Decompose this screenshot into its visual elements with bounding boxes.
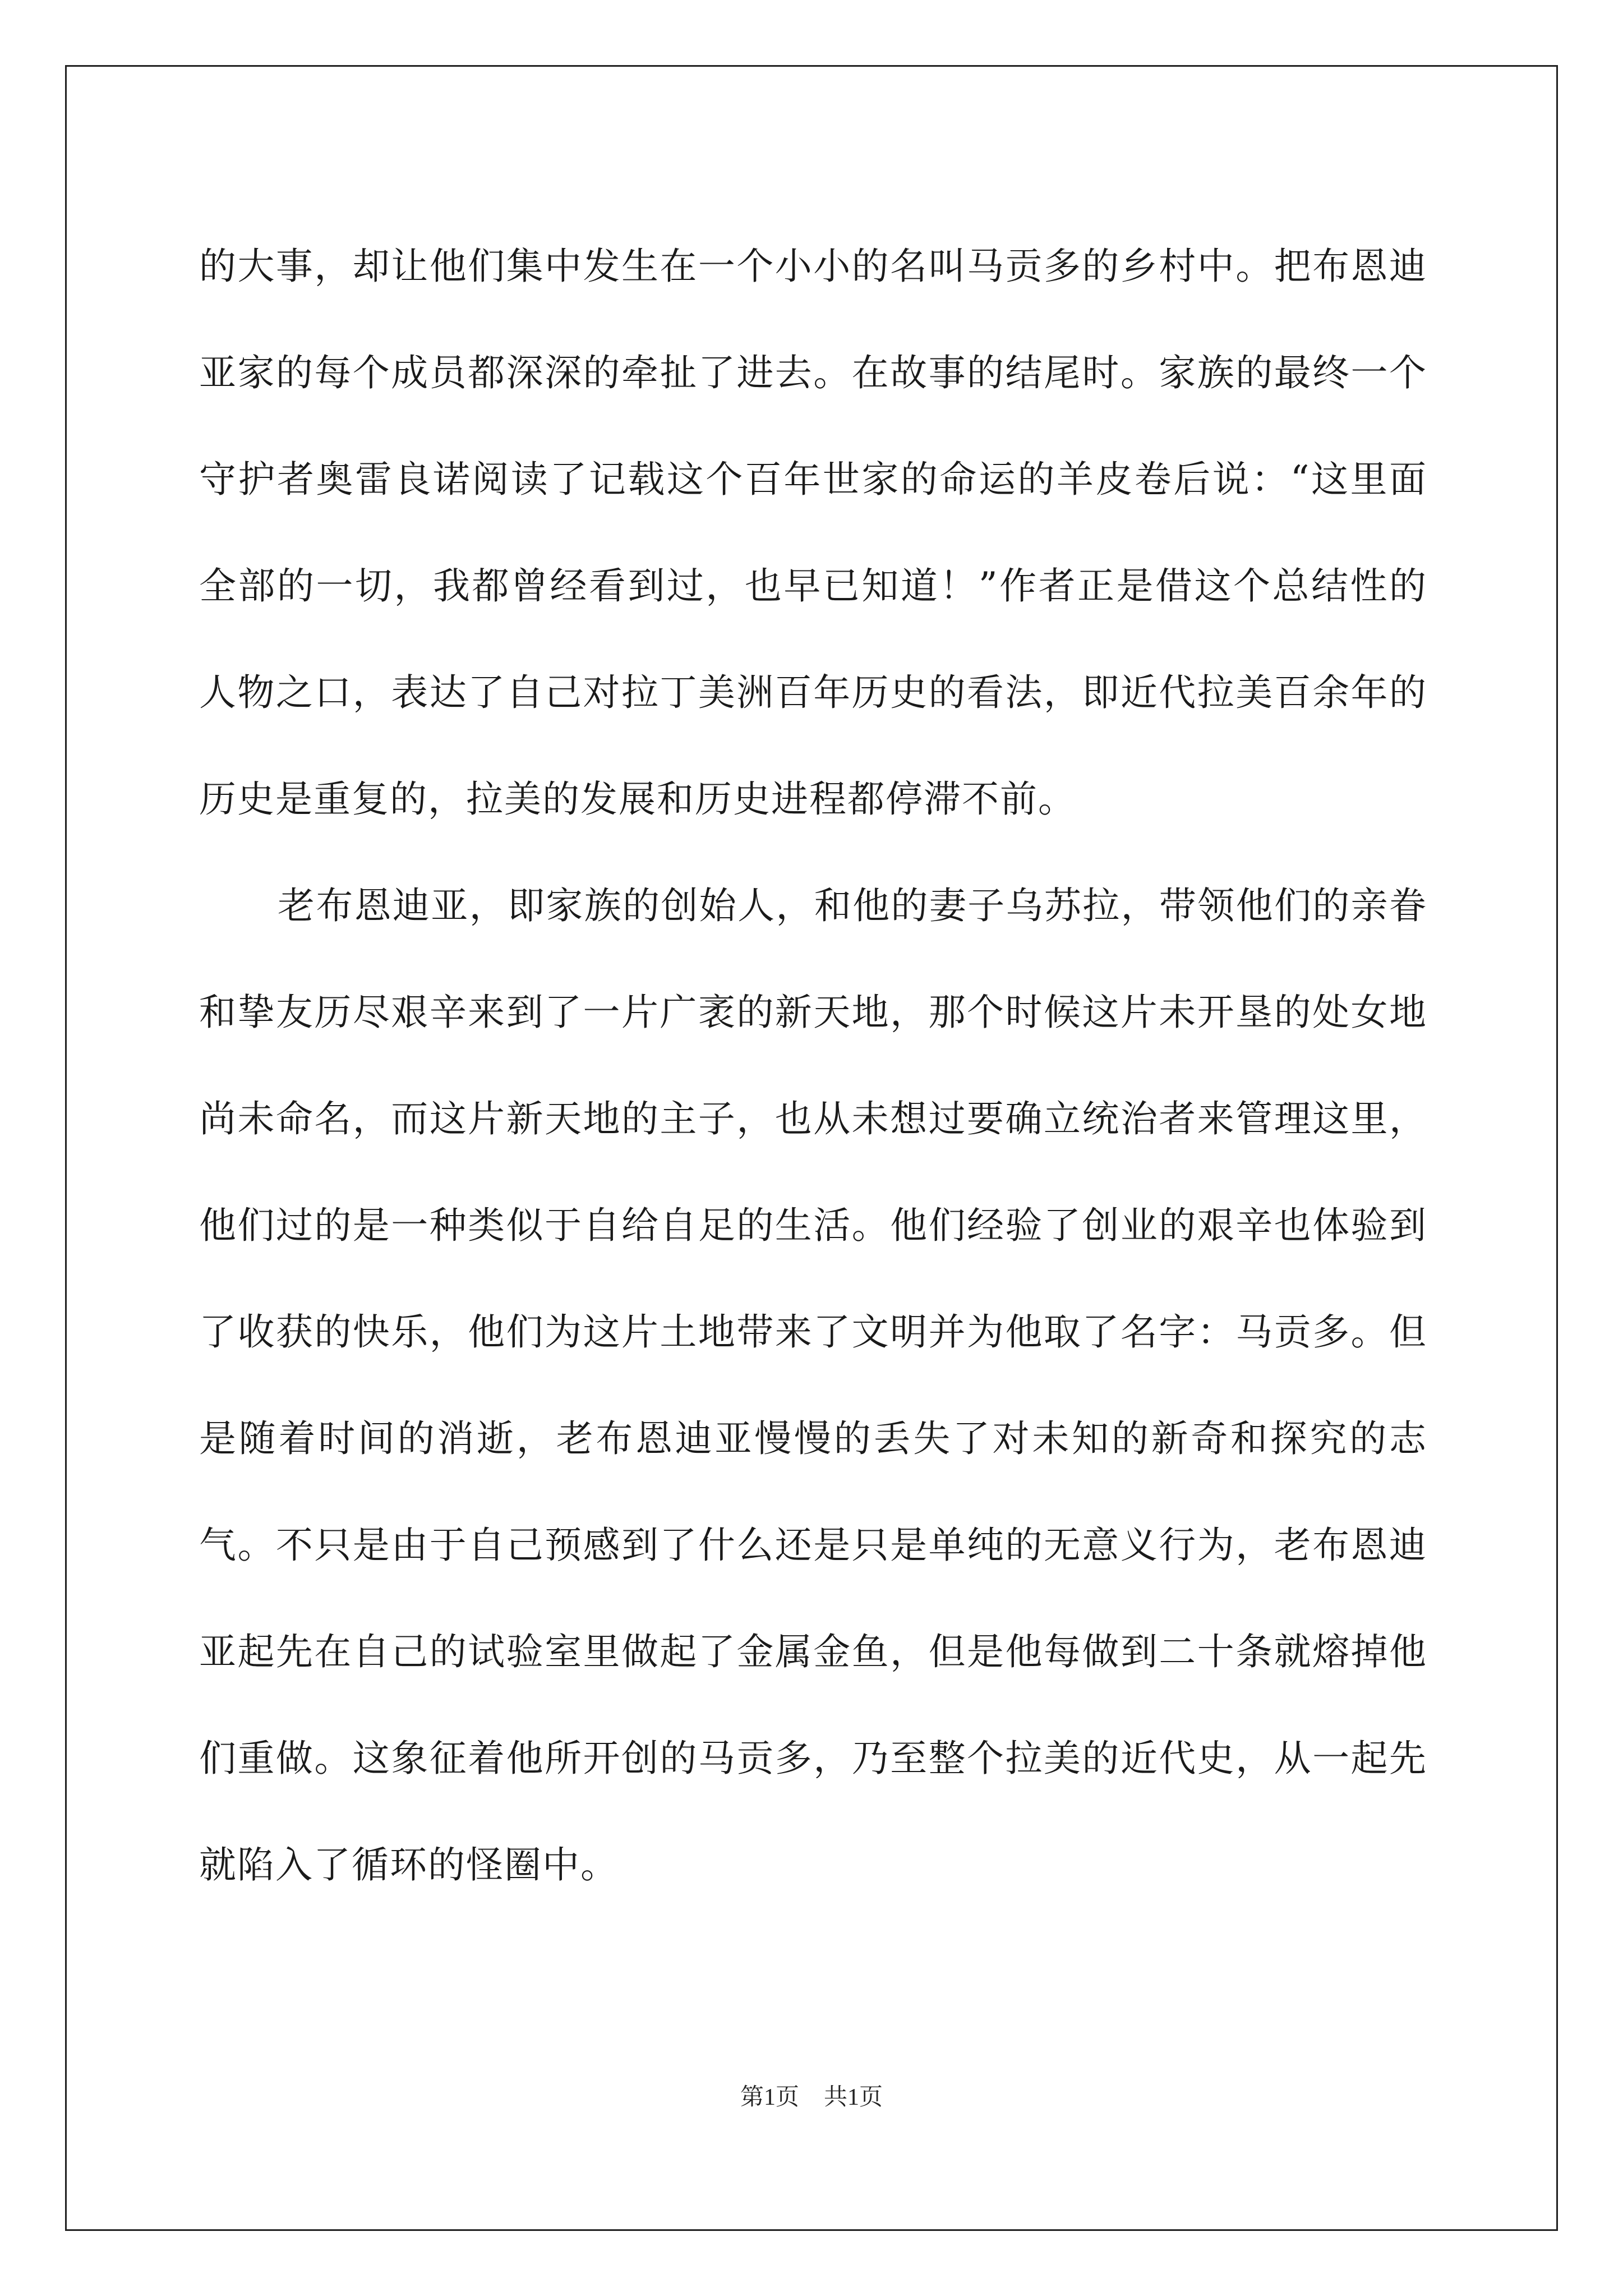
paragraph-2: 老布恩迪亚，即家族的创始人，和他的妻子乌苏拉，带领他们的亲眷和挚友历尽艰辛来到了一片广袤的新天地，那个时候这片未开垦的处女地尚未命名，而这片新天地的主子，也从未想过要确立统治者来管理这里，他们过的是一种类似于自给自足的生活。他们经验了创业的艰辛也体验到了收获的快乐，他们为这片土地带来了文明并为他取了名字：马贡多。但是随着时间的消逝，老布恩迪亚慢慢的丢失了对未知的新奇和探究的志气。不只是由于自己预感到了什么还是只是单纯的无意义行为，老布恩迪亚起先在自己的试验室里做起了金属金鱼，但是他每做到二十条就熔掉他们重做。这象征着他所开创的马贡多，乃至整个拉美的近代史，从一起先就陷入了循环的怪圈中。 [199, 884, 1427, 1887]
paragraph-1: 的大事，却让他们集中发生在一个小小的名叫马贡多的乡村中。把布恩迪亚家的每个成员都深深的牵扯了进去。在故事的结尾时。家族的最终一个守护者奥雷良诺阅读了记载这个百年世家的命运的羊皮卷后说：“这里面全部的一切，我都曾经看到过，也早已知道！”作者正是借这个总结性的人物之口，表达了自己对拉丁美洲百年历史的看法，即近代拉美百余年的历史是重复的，拉美的发展和历史进程都停滞不前。 [199, 245, 1427, 821]
document-body [199, 213, 1427, 1918]
page-total: 共1页 [824, 2085, 883, 2110]
page-number: 第1页 [740, 2085, 799, 2110]
page-footer [0, 2078, 1623, 2112]
